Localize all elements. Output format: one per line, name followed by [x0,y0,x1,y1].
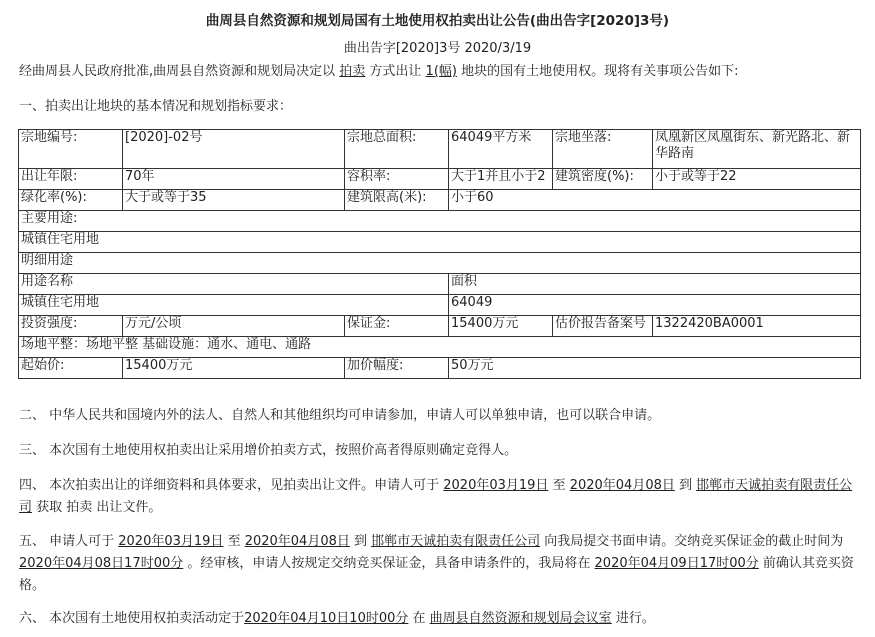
table-cell: 万元/公顷 [123,316,345,337]
table-cell: 主要用途: [19,211,861,232]
p5-date-end: 2020年04月08日 [244,534,350,549]
table-row [19,190,861,211]
table-cell: 加价幅度: [345,358,449,379]
p6-text-b: 在 [408,611,430,626]
table-cell: 小于60 [449,190,861,211]
p5-text-c: 到 [349,534,372,549]
p5-date-start: 2020年03月19日 [118,534,224,549]
table-cell: 明细用途 [19,253,861,274]
p5-text-d: 向我局提交书面申请。交纳竞买保证金的截止时间为 [540,534,844,549]
table-cell: 大于1并且小于2 [449,169,553,190]
table-cell: [2020]-02号 [123,130,345,169]
p6-text-a: 六、 本次国有土地使用权拍卖活动定于 [19,611,245,626]
table-cell: 宗地编号: [19,130,123,169]
table-row [19,130,861,169]
table-cell: 1322420BA0001 [653,316,861,337]
parcel-table [18,129,861,379]
page-title: 曲周县自然资源和规划局国有土地使用权拍卖出让公告(曲出告字[2020]3号) [205,13,670,29]
paragraph-6 [19,608,859,630]
table-row [19,211,861,232]
table-cell: 用途名称 [19,274,449,295]
intro-paragraph [19,60,738,79]
table-cell: 城镇住宅用地 [19,295,449,316]
table-cell: 建筑密度(%): [553,169,653,190]
table-cell: 大于或等于35 [123,190,345,211]
p4-text-c: 到 [674,478,697,493]
p5-text-a: 五、 申请人可于 [19,534,119,549]
table-cell: 容积率: [345,169,449,190]
table-cell: 投资强度: [19,316,123,337]
table-cell: 15400万元 [449,316,553,337]
table-cell: 宗地总面积: [345,130,449,169]
notice-number-date: 曲出告字[2020]3号 2020/3/19 [343,41,532,56]
table-cell: 15400万元 [123,358,345,379]
p4-text-e: 获取 拍卖 出让文件。 [32,500,162,515]
p6-text-c: 进行。 [611,611,655,626]
table-cell: 起始价: [19,358,123,379]
table-cell: 小于或等于22 [653,169,861,190]
p5-text-e: 。经审核，申请人按规定交纳竞买保证金，具备申请条件的，我局将在 [183,556,595,571]
table-cell: 城镇住宅用地 [19,232,861,253]
intro-mid: 方式出让 [365,64,426,79]
paragraph-5 [19,531,859,597]
table-cell: 50万元 [449,358,861,379]
p4-text-b: 至 [548,478,570,493]
table-cell: 70年 [123,169,345,190]
table-cell: 面积 [449,274,861,295]
intro-method: 拍卖 [339,64,366,79]
table-row [19,295,861,316]
intro-count: 1(幅) [425,64,457,79]
table-cell: 估价报告备案号 [553,316,653,337]
paragraph-3: 三、 本次国有土地使用权拍卖出让采用增价拍卖方式，按照价高者得原则确定竞得人。 [19,443,518,458]
p5-text-b: 至 [223,534,245,549]
table-cell: 64049平方米 [449,130,553,169]
table-cell: 保证金: [345,316,449,337]
section-1-heading: 一、拍卖出让地块的基本情况和规划指标要求： [19,99,293,114]
p4-date-end: 2020年04月08日 [569,478,675,493]
table-row [19,253,861,274]
table-row [19,232,861,253]
p6-venue: 曲周县自然资源和规划局会议室 [429,611,612,626]
p5-confirm-date: 2020年04月09日17时00分 [594,556,759,571]
p4-date-start: 2020年03月19日 [443,478,549,493]
intro-pre: 经曲周县人民政府批准,曲周县自然资源和规划局决定以 [19,64,340,79]
table-row [19,358,861,379]
p5-text-f: 前确认其竞买资格。 [19,556,854,593]
table-row [19,337,861,358]
table-cell: 宗地坐落: [553,130,653,169]
table-row [19,316,861,337]
table-cell: 建筑限高(米): [345,190,449,211]
table-row [19,169,861,190]
p6-auction-time: 2020年04月10日10时00分 [244,611,409,626]
table-cell: 凤凰新区凤凰街东、新光路北、新华路南 [653,130,861,169]
paragraph-4 [19,475,859,519]
paragraph-2: 二、 中华人民共和国境内外的法人、自然人和其他组织均可申请参加，申请人可以单独申请，也可以联合申请。 [19,408,661,423]
table-cell: 场地平整：场地平整 基础设施：通水、通电、通路 [19,337,861,358]
p4-text-a: 四、 本次拍卖出让的详细资料和具体要求，见拍卖出让文件。申请人可于 [19,478,444,493]
table-row [19,274,861,295]
p5-organization: 邯郸市天诚拍卖有限责任公司 [371,534,541,549]
table-cell: 绿化率(%): [19,190,123,211]
table-cell: 64049 [449,295,861,316]
intro-post: 地块的国有土地使用权。现将有关事项公告如下: [456,64,739,79]
p5-deposit-deadline: 2020年04月08日17时00分 [19,556,184,571]
p4-organization: 邯郸市天诚拍卖有限责任公司 [19,478,853,515]
table-cell: 出让年限: [19,169,123,190]
